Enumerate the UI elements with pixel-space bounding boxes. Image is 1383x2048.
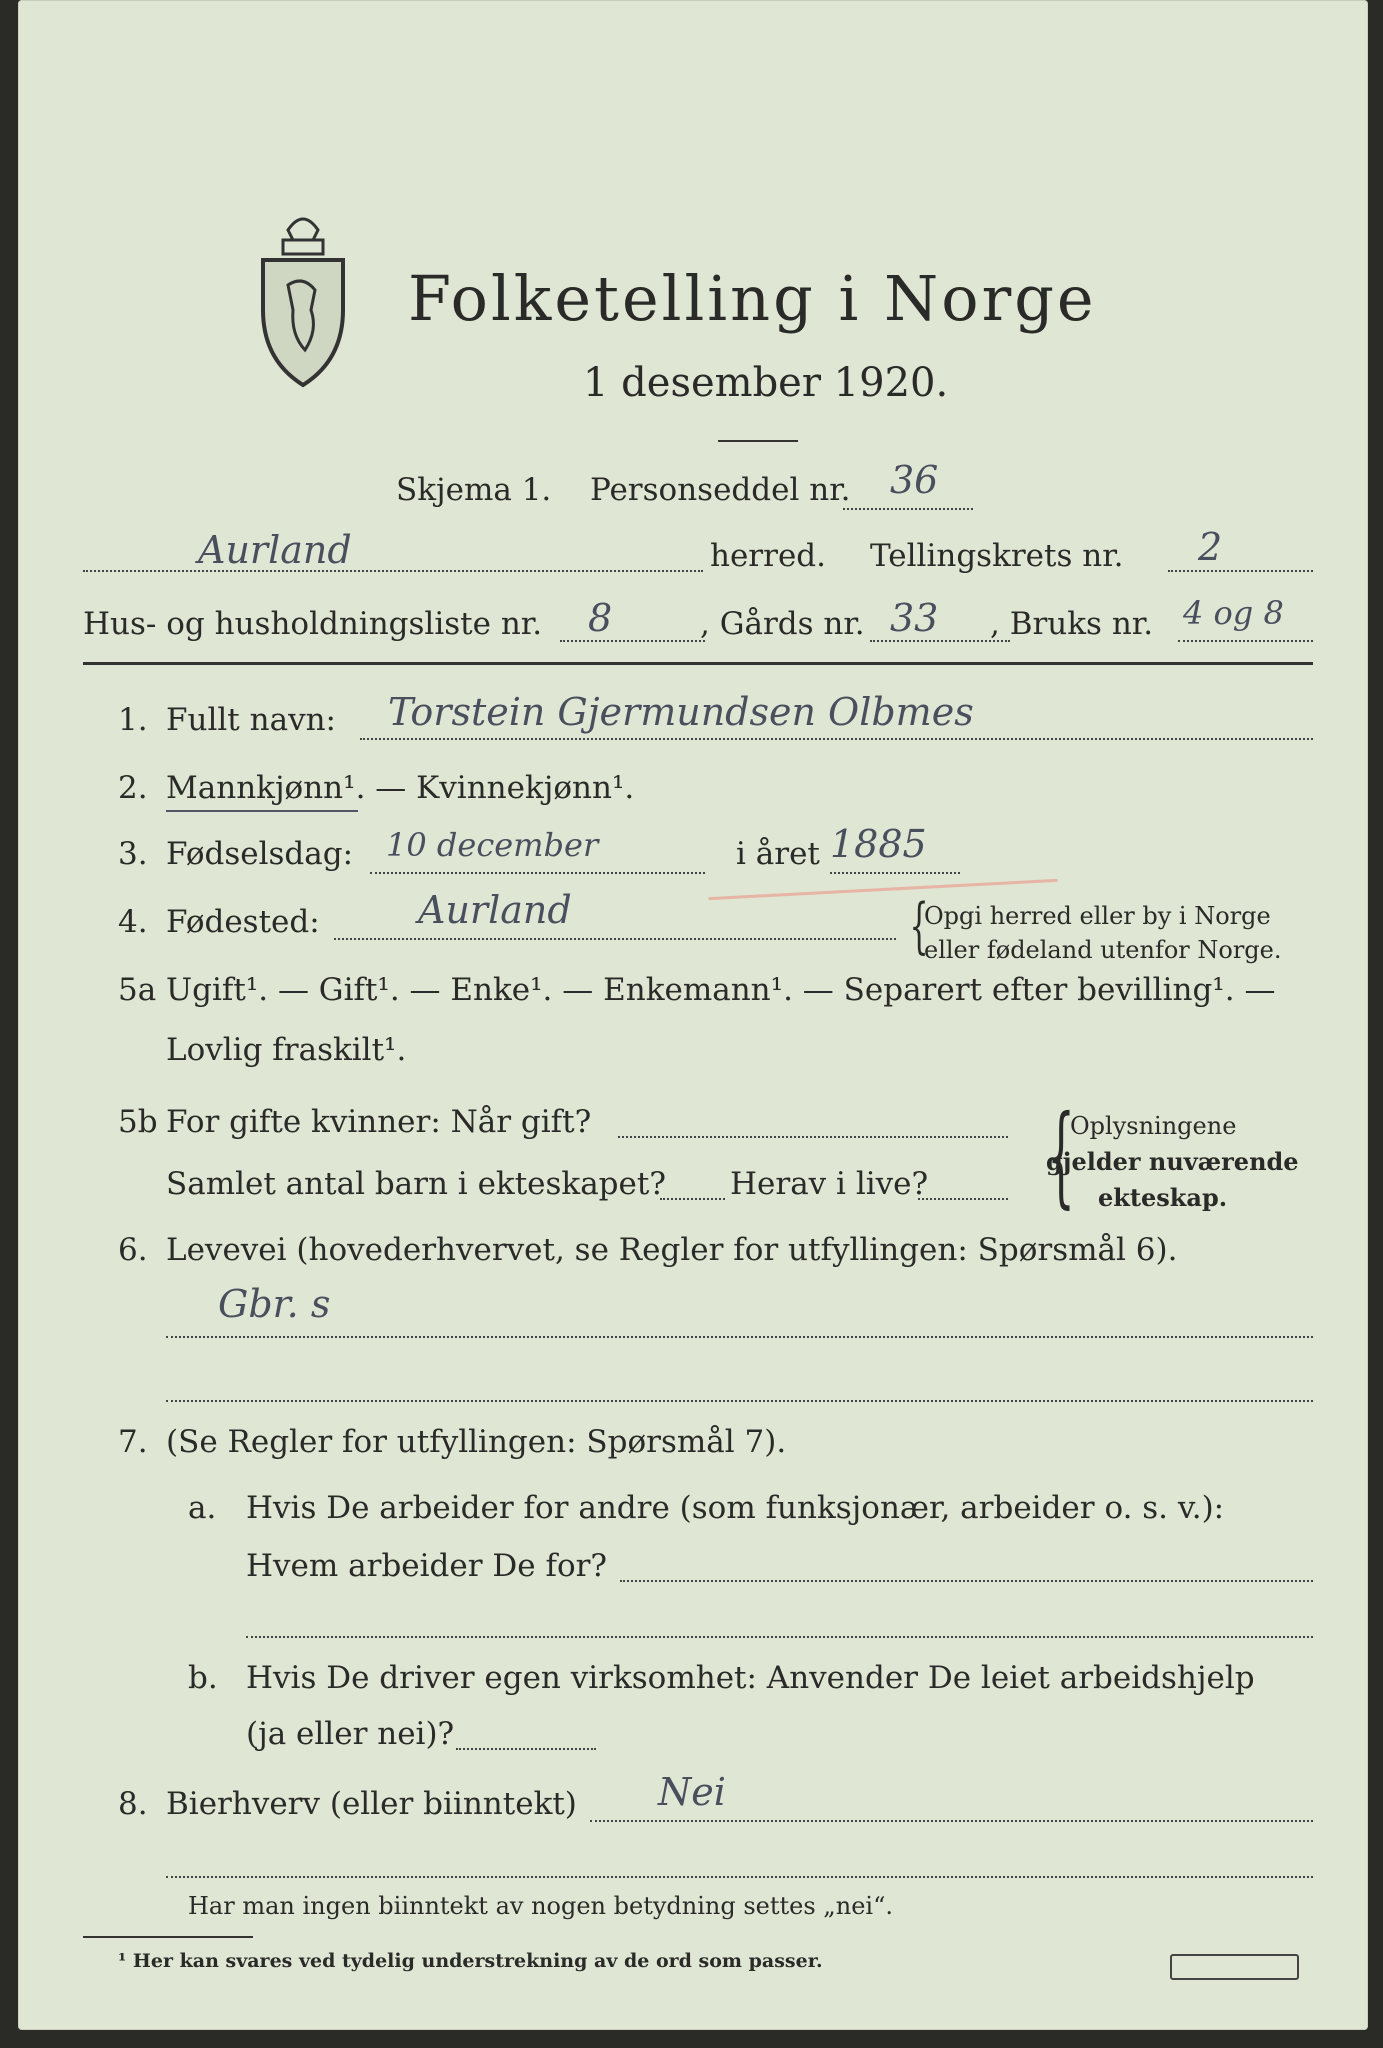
q3-label: Fødselsdag: xyxy=(166,836,354,872)
census-date: 1 desember 1920. xyxy=(583,360,949,406)
herred-label: herred. xyxy=(710,538,826,574)
divorced-option[interactable]: Lovlig fraskilt¹. xyxy=(166,1032,407,1068)
married-when-field[interactable] xyxy=(618,1136,1008,1138)
full-name-value: Torstein Gjermundsen Olbmes xyxy=(388,690,974,734)
bruks-value: 4 og 8 xyxy=(1183,594,1284,632)
bruks-label: , Bruks nr. xyxy=(990,606,1154,642)
coat-of-arms-icon xyxy=(243,190,363,390)
footnote-rule xyxy=(83,1936,253,1938)
employer-label: Hvem arbeider De for? xyxy=(246,1548,608,1584)
q7b-number: b. xyxy=(188,1660,218,1696)
side-income-field[interactable] xyxy=(590,1820,1313,1822)
occupation-field-1[interactable] xyxy=(166,1336,1313,1338)
gender-options[interactable]: Mannkjønn¹. — Kvinnekjønn¹. xyxy=(166,770,635,806)
children-field[interactable] xyxy=(660,1198,725,1200)
q7a-line1: Hvis De arbeider for andre (som funksjonær, arbeider o. s. v.): xyxy=(246,1490,1225,1526)
tellingskrets-label: Tellingskrets nr. xyxy=(870,538,1124,574)
hired-help-field[interactable] xyxy=(456,1748,596,1750)
birth-year-field[interactable] xyxy=(830,872,960,874)
printer-stamp xyxy=(1170,1954,1299,1980)
q1-label: Fullt navn: xyxy=(166,702,336,738)
occupation-value: Gbr. s xyxy=(218,1282,331,1326)
census-form-sheet xyxy=(18,0,1368,2030)
pencil-mark xyxy=(708,879,1058,900)
employer-field[interactable] xyxy=(620,1580,1313,1582)
q7-number: 7. xyxy=(118,1424,148,1460)
q5a-number: 5a xyxy=(118,972,157,1008)
marriage-brace: { xyxy=(1047,1091,1075,1219)
title-divider xyxy=(718,440,798,442)
hus-field[interactable] xyxy=(560,640,705,642)
marriage-note-1: Oplysningene xyxy=(1070,1112,1237,1140)
full-name-field[interactable] xyxy=(360,738,1313,740)
q1-number: 1. xyxy=(118,702,148,738)
skjema-label: Skjema 1. xyxy=(396,472,552,508)
birthplace-brace: { xyxy=(909,891,929,961)
hus-label: Hus- og husholdningsliste nr. xyxy=(83,606,543,642)
tellingskrets-value: 2 xyxy=(1198,525,1223,569)
q7b-line1: Hvis De driver egen virksomhet: Anvender De leiet arbeidshjelp xyxy=(246,1660,1255,1696)
tellingskrets-field[interactable] xyxy=(1168,570,1313,572)
q7-label: (Se Regler for utfyllingen: Spørsmål 7). xyxy=(166,1424,787,1460)
personseddel-field[interactable] xyxy=(843,508,973,510)
birthday-field[interactable] xyxy=(370,872,705,874)
income-note: Har man ingen biinntekt av nogen betydning settes „nei“. xyxy=(188,1892,893,1920)
occupation-field-2[interactable] xyxy=(166,1400,1313,1402)
footnote: ¹ Her kan svares ved tydelig understrekning av de ord som passer. xyxy=(118,1950,823,1972)
q6-number: 6. xyxy=(118,1232,148,1268)
side-income-field-2[interactable] xyxy=(166,1876,1313,1878)
q8-number: 8. xyxy=(118,1786,148,1822)
gards-label: , Gårds nr. xyxy=(700,606,865,642)
employer-field-2[interactable] xyxy=(246,1636,1313,1638)
birthplace-field[interactable] xyxy=(334,938,896,940)
gards-field[interactable] xyxy=(870,640,1010,642)
married-when-label: For gifte kvinner: Når gift? xyxy=(166,1104,592,1140)
q6-label: Levevei (hovederhvervet, se Regler for utfyllingen: Spørsmål 6). xyxy=(166,1232,1178,1268)
hired-help-label: (ja eller nei)? xyxy=(246,1716,455,1752)
birthplace-note-1: Opgi herred eller by i Norge xyxy=(924,902,1271,930)
form-title: Folketelling i Norge xyxy=(408,262,1097,335)
birthday-value: 10 december xyxy=(386,826,599,864)
marriage-note-2: gjelder nuværende xyxy=(1046,1147,1299,1176)
personseddel-label: Personseddel nr. xyxy=(590,472,851,508)
birth-year-value: 1885 xyxy=(830,822,927,866)
q5b-number: 5b xyxy=(118,1104,158,1140)
herred-value: Aurland xyxy=(198,528,352,572)
q8-label: Bierhverv (eller biinntekt) xyxy=(166,1786,577,1822)
alive-label: Herav i live? xyxy=(730,1166,929,1202)
marital-status-options[interactable]: Ugift¹. — Gift¹. — Enke¹. — Enkemann¹. — Separert efter bevilling¹. — xyxy=(166,972,1276,1008)
gards-value: 33 xyxy=(890,596,939,640)
alive-field[interactable] xyxy=(918,1198,1008,1200)
hus-value: 8 xyxy=(588,596,613,640)
side-income-value: Nei xyxy=(658,1770,726,1814)
q3-number: 3. xyxy=(118,836,148,872)
q4-number: 4. xyxy=(118,904,148,940)
q2-number: 2. xyxy=(118,770,148,806)
birthplace-value: Aurland xyxy=(418,888,572,932)
birthplace-note-2: eller fødeland utenfor Norge. xyxy=(924,936,1282,964)
header-rule xyxy=(83,662,1313,665)
birth-year-label: i året xyxy=(736,836,820,872)
children-label: Samlet antal barn i ekteskapet? xyxy=(166,1166,666,1202)
personseddel-value: 36 xyxy=(890,458,939,502)
gender-underline xyxy=(166,810,358,812)
herred-field[interactable] xyxy=(83,570,703,572)
q7a-number: a. xyxy=(188,1490,217,1526)
marriage-note-3: ekteskap. xyxy=(1098,1183,1228,1212)
q4-label: Fødested: xyxy=(166,904,320,940)
bruks-field[interactable] xyxy=(1178,640,1313,642)
